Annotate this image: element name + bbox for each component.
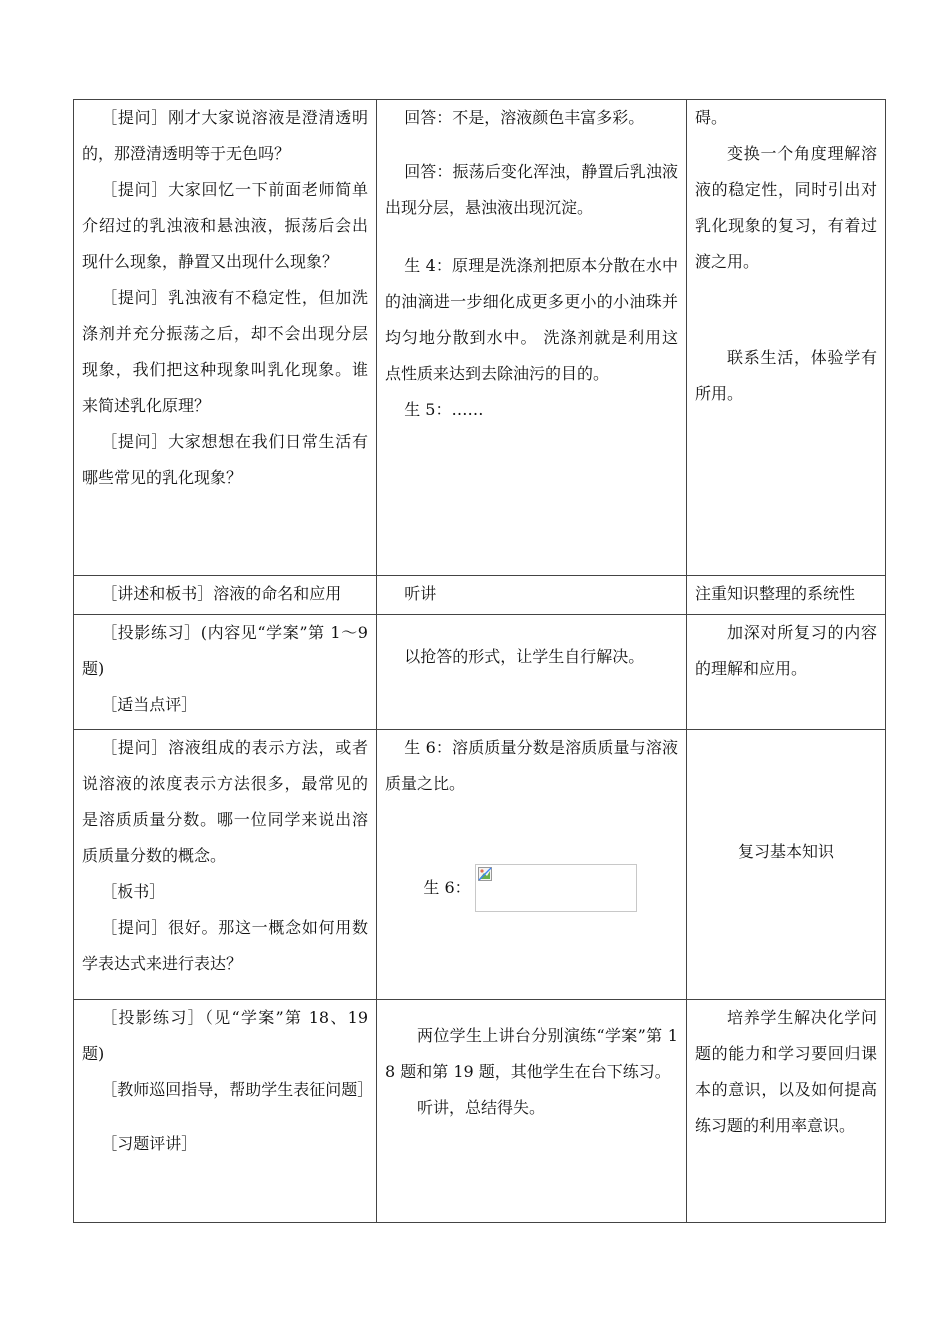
cell-text: 回答：不是，溶液颜色丰富多彩。 xyxy=(404,108,645,127)
cell-text: 生 4：原理是洗涤剂把原本分散在水中的油滴进一步细化成更多更小的小油珠并均匀地分散到水中。 洗涤剂就是利用这点性质来达到去除油污的目的。 xyxy=(385,256,678,383)
table-row xyxy=(74,730,886,1000)
cell-text: 听讲，总结得失。 xyxy=(417,1098,546,1117)
formula-line xyxy=(385,864,678,912)
cell-text: ［投影练习］(内容见“学案”第 1～9 题) xyxy=(82,623,368,678)
cell-text: 加深对所复习的内容的理解和应用。 xyxy=(695,623,877,678)
cell-text: 两位学生上讲台分别演练“学案”第 18 题和第 19 题，其他学生在台下练习。 xyxy=(385,1026,678,1081)
cell-text: ［投影练习］（见“学案”第 18、19 题) xyxy=(82,1008,368,1063)
lesson-plan-table xyxy=(73,99,886,1223)
student-activity-cell xyxy=(377,576,687,615)
cell-text: 生 6：溶质质量分数是溶质质量与溶液质量之比。 xyxy=(385,738,678,793)
student-activity-cell xyxy=(377,1000,687,1223)
cell-text: ［板书］ xyxy=(101,882,166,901)
cell-text: ［提问］刚才大家说溶液是澄清透明的，那澄清透明等于无色吗？ xyxy=(82,108,368,163)
cell-text: ［适当点评］ xyxy=(101,695,198,714)
cell-text: 碍。 xyxy=(695,108,728,127)
student-activity-cell xyxy=(377,730,687,1000)
broken-image-icon xyxy=(478,867,492,881)
cell-text: 复习基本知识 xyxy=(737,842,834,861)
student-activity-cell xyxy=(377,100,687,576)
teacher-activity-cell xyxy=(74,615,377,730)
cell-text: 以抢答的形式，让学生自行解决。 xyxy=(404,647,645,666)
cell-text: ［教师巡回指导，帮助学生表征问题］ xyxy=(101,1080,374,1099)
table-row xyxy=(74,100,886,576)
cell-text: 联系生活，体验学有所用。 xyxy=(695,348,877,403)
formula-image-placeholder xyxy=(475,864,637,912)
table-row xyxy=(74,576,886,615)
cell-text: 变换一个角度理解溶液的稳定性，同时引出对乳化现象的复习，有着过渡之用。 xyxy=(695,144,877,271)
design-intent-cell xyxy=(687,615,886,730)
table-row xyxy=(74,615,886,730)
cell-text: 生 6： xyxy=(423,878,471,897)
cell-text: 培养学生解决化学问题的能力和学习要回归课本的意识，以及如何提高练习题的利用率意识。 xyxy=(695,1008,877,1135)
cell-text: ［提问］很好。那这一概念如何用数学表达式来进行表达？ xyxy=(82,918,368,973)
cell-text: 回答：振荡后变化浑浊，静置后乳浊液出现分层，悬浊液出现沉淀。 xyxy=(385,162,678,217)
table-row xyxy=(74,1000,886,1223)
design-intent-cell xyxy=(687,100,886,576)
design-intent-cell xyxy=(687,730,886,1000)
cell-text: 注重知识整理的系统性 xyxy=(695,584,856,603)
design-intent-cell xyxy=(687,576,886,615)
cell-text: ［讲述和板书］溶液的命名和应用 xyxy=(101,584,342,603)
cell-text: 听讲 xyxy=(404,584,437,603)
cell-text: ［习题评讲］ xyxy=(101,1134,198,1153)
teacher-activity-cell xyxy=(74,730,377,1000)
student-activity-cell xyxy=(377,615,687,730)
cell-text: ［提问］大家想想在我们日常生活有哪些常见的乳化现象？ xyxy=(82,432,368,487)
teacher-activity-cell xyxy=(74,1000,377,1223)
teacher-activity-cell xyxy=(74,100,377,576)
cell-text: 生 5：…… xyxy=(404,400,484,419)
cell-text: ［提问］溶液组成的表示方法，或者说溶液的浓度表示方法很多，最常见的是溶质质量分数。哪一位同学来说出溶质质量分数的概念。 xyxy=(82,738,368,865)
design-intent-cell xyxy=(687,1000,886,1223)
cell-text: ［提问］大家回忆一下前面老师简单介绍过的乳浊液和悬浊液，振荡后会出现什么现象，静置又出现什么现象？ xyxy=(82,180,368,271)
cell-text: ［提问］乳浊液有不稳定性，但加洗涤剂并充分振荡之后，却不会出现分层现象，我们把这种现象叫乳化现象。谁来简述乳化原理？ xyxy=(82,288,368,415)
teacher-activity-cell xyxy=(74,576,377,615)
